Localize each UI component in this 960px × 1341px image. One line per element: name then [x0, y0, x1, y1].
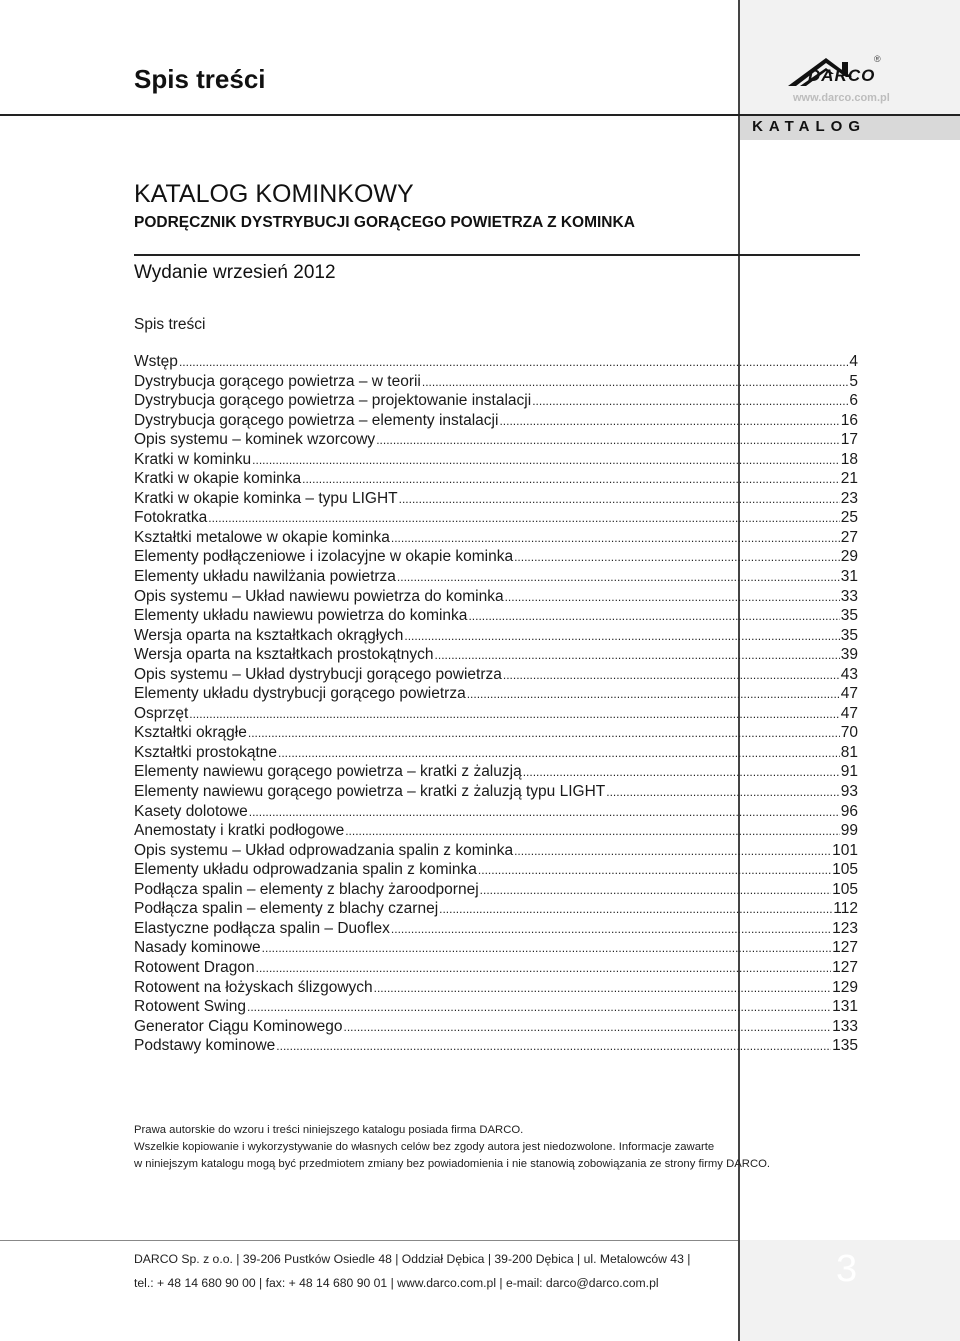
- toc-entry-page: 93: [840, 783, 858, 801]
- toc-leader-dots: [467, 685, 840, 705]
- toc-leader-dots: [514, 842, 831, 862]
- toc-leader-dots: [606, 783, 840, 803]
- toc-leader-dots: [391, 920, 831, 940]
- title-divider: [134, 254, 860, 256]
- toc-entry-page: 105: [832, 861, 858, 879]
- toc-entry-page: 96: [840, 802, 858, 820]
- toc-leader-dots: [262, 939, 831, 959]
- toc-entry: [134, 626, 858, 646]
- toc-entry-page: 127: [832, 939, 858, 957]
- toc-leader-dots: [439, 900, 832, 920]
- toc-entry-title: Wersja oparta na kształtkach okrągłych: [134, 626, 404, 644]
- toc-entry: [134, 469, 858, 489]
- registered-mark: ®: [874, 54, 881, 64]
- toc-entry: [134, 1036, 858, 1056]
- toc-leader-dots: [514, 548, 840, 568]
- toc-leader-dots: [256, 959, 832, 979]
- toc-entry-page: 33: [840, 587, 858, 605]
- toc-entry-title: Podłącza spalin – elementy z blachy czarnej: [134, 900, 439, 918]
- toc-entry-title: Dystrybucja gorącego powietrza – w teorii: [134, 372, 421, 390]
- toc-entry-page: 4: [849, 353, 858, 370]
- toc-entry-page: 135: [832, 1037, 858, 1055]
- edition-label: Wydanie wrzesień 2012: [134, 262, 336, 283]
- footer-divider: [0, 1240, 738, 1241]
- toc-entry: [134, 645, 858, 665]
- toc-entry-page: 18: [840, 450, 858, 468]
- toc-entry-title: Kratki w kominku: [134, 450, 252, 468]
- toc-entry-title: Opis systemu – Układ odprowadzania spalin z kominka: [134, 841, 514, 859]
- toc-leader-dots: [179, 353, 848, 373]
- toc-leader-dots: [302, 470, 840, 490]
- toc-entry: [134, 704, 858, 724]
- toc-entry-title: Anemostaty i kratki podłogowe: [134, 822, 345, 840]
- toc-entry: [134, 880, 858, 900]
- toc-entry-page: 129: [832, 978, 858, 996]
- toc-entry-title: Elementy układu nawiewu powietrza do kominka: [134, 607, 468, 625]
- toc-entry-page: 6: [849, 392, 858, 410]
- toc-leader-dots: [404, 627, 839, 647]
- toc-leader-dots: [374, 979, 831, 999]
- toc-entry-page: 99: [840, 822, 858, 840]
- toc-entry: [134, 352, 858, 372]
- toc-entry-page: 35: [840, 626, 858, 644]
- toc-entry-title: Opis systemu – kominek wzorcowy: [134, 431, 376, 449]
- toc-entry-title: Opis systemu – Układ nawiewu powietrza do kominka: [134, 587, 504, 605]
- toc-entry-page: 21: [840, 470, 858, 488]
- toc-entry: [134, 782, 858, 802]
- toc-entry: [134, 489, 858, 509]
- toc-entry-title: Elementy układu nawilżania powietrza: [134, 568, 396, 586]
- toc-leader-dots: [478, 861, 831, 881]
- toc-entry-page: 133: [832, 1017, 858, 1035]
- toc-leader-dots: [391, 529, 840, 549]
- toc-entry: [134, 665, 858, 685]
- toc-entry: [134, 978, 858, 998]
- toc-entry: [134, 391, 858, 411]
- logo-brand: DARCO: [808, 66, 876, 85]
- toc-entry-page: 131: [832, 998, 858, 1016]
- toc-entry: [134, 372, 858, 392]
- copyright-line: Prawa autorskie do wzoru i treści niniejszego katalogu posiada firma DARCO.: [134, 1124, 524, 1136]
- toc-leader-dots: [376, 431, 840, 451]
- toc-entry-page: 70: [840, 724, 858, 742]
- toc-entry-page: 16: [840, 411, 858, 429]
- toc-entry: [134, 606, 858, 626]
- toc-entry-page: 112: [833, 900, 858, 918]
- toc-entry-title: Rotowent Dragon: [134, 958, 255, 976]
- footer-address: DARCO Sp. z o.o. | 39-206 Pustków Osiedle 48 | Oddział Dębica | 39-200 Dębica | ul. Metalowców 43 |: [134, 1252, 691, 1266]
- toc-entry-title: Elementy podłączeniowe i izolacyjne w okapie kominka: [134, 548, 514, 566]
- toc-entry-title: Kształtki metalowe w okapie kominka: [134, 528, 390, 546]
- toc-entry: [134, 997, 858, 1017]
- toc-entry-page: 47: [840, 704, 858, 722]
- toc-entry-title: Wstęp: [134, 353, 178, 370]
- toc-leader-dots: [399, 490, 840, 510]
- logo-url: www.darco.com.pl: [793, 92, 890, 104]
- toc-leader-dots: [278, 744, 840, 764]
- header-divider: [0, 114, 960, 116]
- toc-entry-page: 123: [832, 919, 858, 937]
- toc-entry: [134, 841, 858, 861]
- toc-leader-dots: [344, 1018, 832, 1038]
- toc-entry-title: Podstawy kominowe: [134, 1037, 276, 1055]
- toc-entry-title: Elastyczne podłącza spalin – Duoflex: [134, 919, 390, 937]
- copyright-line: Wszelkie kopiowanie i wykorzystywanie do własnych celów bez zgody autora jest niedozwolone. Informacje zawarte: [134, 1141, 715, 1153]
- toc-entry: [134, 743, 858, 763]
- toc-leader-dots: [248, 724, 840, 744]
- toc-leader-dots: [468, 607, 839, 627]
- toc-entry-title: Nasady kominowe: [134, 939, 261, 957]
- catalog-title: KATALOG KOMINKOWY: [134, 180, 414, 208]
- toc-entry: [134, 860, 858, 880]
- toc-leader-dots: [249, 803, 840, 823]
- toc-entry: [134, 508, 858, 528]
- toc-leader-dots: [499, 412, 839, 432]
- toc-entry-page: 101: [832, 841, 858, 859]
- toc-entry-page: 31: [840, 568, 858, 586]
- toc-entry-title: Dystrybucja gorącego powietrza – projektowanie instalacji: [134, 392, 532, 410]
- toc-entry-title: Wersja oparta na kształtkach prostokątnych: [134, 646, 434, 664]
- toc-entry: [134, 899, 858, 919]
- catalog-subtitle: PODRĘCZNIK DYSTRYBUCJI GORĄCEGO POWIETRZA Z KOMINKA: [134, 214, 635, 231]
- toc-entry-title: Dystrybucja gorącego powietrza – elementy instalacji: [134, 411, 499, 429]
- toc-entry: [134, 567, 858, 587]
- toc-entry: [134, 430, 858, 450]
- toc-leader-dots: [345, 822, 840, 842]
- toc-entry: [134, 958, 858, 978]
- toc-leader-dots: [480, 881, 831, 901]
- toc-entry-page: 35: [840, 607, 858, 625]
- toc-entry-title: Opis systemu – Układ dystrybucji gorącego powietrza: [134, 665, 502, 683]
- toc-entry: [134, 547, 858, 567]
- table-of-contents: [134, 352, 858, 1056]
- toc-entry-page: 43: [840, 665, 858, 683]
- toc-entry-page: 127: [832, 958, 858, 976]
- toc-leader-dots: [422, 373, 848, 393]
- toc-leader-dots: [435, 646, 840, 666]
- toc-entry: [134, 938, 858, 958]
- toc-entry-page: 91: [840, 763, 858, 781]
- toc-entry: [134, 821, 858, 841]
- toc-entry: [134, 802, 858, 822]
- toc-entry-page: 27: [840, 528, 858, 546]
- toc-leader-dots: [523, 763, 840, 783]
- toc-entry: [134, 528, 858, 548]
- toc-entry-page: 17: [840, 431, 858, 449]
- toc-entry-page: 81: [840, 743, 858, 761]
- katalog-label: KATALOG: [752, 118, 866, 135]
- toc-entry: [134, 919, 858, 939]
- toc-leader-dots: [397, 568, 840, 588]
- toc-entry-title: Kratki w okapie kominka – typu LIGHT: [134, 489, 398, 507]
- toc-entry-title: Elementy układu odprowadzania spalin z kominka: [134, 861, 477, 879]
- toc-entry-title: Podłącza spalin – elementy z blachy żaroodpornej: [134, 880, 479, 898]
- toc-entry-title: Kratki w okapie kominka: [134, 470, 302, 488]
- toc-entry: [134, 723, 858, 743]
- toc-leader-dots: [189, 705, 839, 725]
- toc-entry-page: 105: [832, 880, 858, 898]
- toc-entry-title: Rotowent Swing: [134, 998, 247, 1016]
- toc-entry-title: Kasety dolotowe: [134, 802, 248, 820]
- toc-leader-dots: [532, 392, 848, 412]
- toc-entry: [134, 450, 858, 470]
- toc-entry-title: Rotowent na łożyskach ślizgowych: [134, 978, 373, 996]
- copyright-line: w niniejszym katalogu mogą być przedmiotem zmiany bez powiadomienia i nie stanowią zobowiązania ze strony firmy DARCO.: [134, 1158, 771, 1170]
- toc-entry: [134, 684, 858, 704]
- toc-leader-dots: [247, 998, 831, 1018]
- page-number: 3: [836, 1248, 858, 1290]
- toc-entry: [134, 587, 858, 607]
- page-title: Spis treści: [134, 64, 266, 94]
- toc-leader-dots: [208, 509, 840, 529]
- footer-contact: tel.: + 48 14 680 90 00 | fax: + 48 14 680 90 01 | www.darco.com.pl | e-mail: darco@darco.com.pl: [134, 1276, 659, 1290]
- toc-entry: [134, 411, 858, 431]
- toc-entry: [134, 1017, 858, 1037]
- toc-leader-dots: [276, 1037, 831, 1057]
- toc-entry-title: Elementy nawiewu gorącego powietrza – kratki z żaluzją typu LIGHT: [134, 783, 606, 801]
- toc-entry-page: 39: [840, 646, 858, 664]
- toc-entry-page: 25: [840, 509, 858, 527]
- toc-leader-dots: [503, 666, 840, 686]
- toc-entry-title: Kształtki prostokątne: [134, 743, 278, 761]
- toc-heading: Spis treści: [134, 316, 206, 333]
- toc-entry-title: Osprzęt: [134, 704, 189, 722]
- toc-entry-page: 47: [840, 685, 858, 703]
- toc-entry-title: Kształtki okrągłe: [134, 724, 247, 742]
- toc-entry-title: Fotokratka: [134, 509, 208, 527]
- toc-entry-page: 29: [840, 548, 858, 566]
- copyright-notice: [134, 1122, 854, 1173]
- toc-entry-title: Elementy układu dystrybucji gorącego powietrza: [134, 685, 466, 703]
- toc-leader-dots: [505, 588, 840, 608]
- toc-entry-title: Generator Ciągu Kominowego: [134, 1017, 343, 1035]
- toc-entry-page: 23: [840, 489, 858, 507]
- toc-entry: [134, 762, 858, 782]
- toc-entry-page: 5: [849, 372, 858, 390]
- toc-entry-title: Elementy nawiewu gorącego powietrza – kratki z żaluzją: [134, 763, 522, 781]
- toc-leader-dots: [252, 451, 840, 471]
